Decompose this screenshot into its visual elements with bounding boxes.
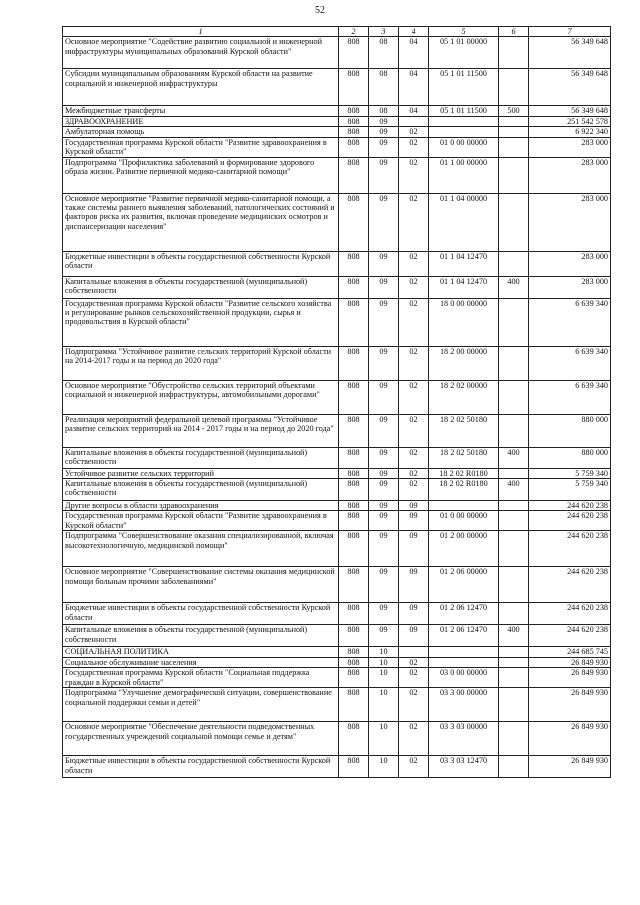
section-code-cell: 08 — [369, 69, 399, 106]
expense-type-cell — [499, 468, 529, 478]
table-row — [63, 193, 611, 251]
amount-cell: 244 620 238 — [529, 511, 611, 531]
section-code-cell: 10 — [369, 668, 399, 688]
section-code-cell: 08 — [369, 37, 399, 69]
expense-type-cell — [499, 647, 529, 657]
subsection-code-cell — [399, 116, 429, 126]
subsection-code-cell: 02 — [399, 688, 429, 722]
target-article-cell: 01 1 04 12470 — [429, 251, 499, 276]
ministry-code-cell: 808 — [339, 69, 369, 106]
column-header: 3 — [369, 27, 399, 37]
expense-type-cell — [499, 414, 529, 447]
table-row — [63, 251, 611, 276]
subsection-code-cell: 02 — [399, 298, 429, 346]
table-row — [63, 722, 611, 756]
amount-cell: 6 639 340 — [529, 380, 611, 414]
column-header: 1 — [63, 27, 339, 37]
section-code-cell: 09 — [369, 298, 399, 346]
table-row — [63, 276, 611, 298]
amount-cell: 6 639 340 — [529, 346, 611, 380]
amount-cell: 244 620 238 — [529, 603, 611, 625]
expense-type-cell — [499, 603, 529, 625]
ministry-code-cell: 808 — [339, 137, 369, 157]
expense-type-cell — [499, 37, 529, 69]
table-row — [63, 137, 611, 157]
section-code-cell: 09 — [369, 625, 399, 647]
row-name-cell: Бюджетные инвестиции в объекты государственной собственности Курской области — [63, 603, 339, 625]
target-article-cell: 01 2 06 12470 — [429, 625, 499, 647]
section-code-cell: 09 — [369, 511, 399, 531]
expense-type-cell — [499, 116, 529, 126]
ministry-code-cell: 808 — [339, 511, 369, 531]
table-row — [63, 380, 611, 414]
amount-cell: 6 922 340 — [529, 127, 611, 137]
expense-type-cell — [499, 657, 529, 667]
section-code-cell: 09 — [369, 531, 399, 567]
table-row — [63, 603, 611, 625]
subsection-code-cell: 02 — [399, 756, 429, 778]
table-row — [63, 127, 611, 137]
row-name-cell: Основное мероприятие "Содействие развитию социальной и инженерной инфраструктуры муниципальных образований Курской области" — [63, 37, 339, 69]
table-row — [63, 657, 611, 667]
subsection-code-cell: 02 — [399, 193, 429, 251]
row-name-cell: Реализация мероприятий федеральной целевой программы "Устойчивое развитие сельских территорий на 2014 - 2017 годы и на период до 2020 года" — [63, 414, 339, 447]
table-row — [63, 69, 611, 106]
expense-type-cell — [499, 193, 529, 251]
expense-type-cell: 400 — [499, 276, 529, 298]
target-article-cell: 18 2 02 00000 — [429, 380, 499, 414]
ministry-code-cell: 808 — [339, 276, 369, 298]
table-row — [63, 501, 611, 511]
expense-type-cell — [499, 688, 529, 722]
subsection-code-cell — [399, 647, 429, 657]
row-name-cell: Бюджетные инвестиции в объекты государственной собственности Курской области — [63, 251, 339, 276]
target-article-cell: 03 0 00 00000 — [429, 668, 499, 688]
row-name-cell: Подпрограмма "Устойчивое развитие сельских территорий Курской области на 2014-2017 годы и на период до 2020 года" — [63, 346, 339, 380]
row-name-cell: Государственная программа Курской области "Развитие здравоохранения в Курской области" — [63, 137, 339, 157]
expense-type-cell — [499, 157, 529, 193]
column-header: 5 — [429, 27, 499, 37]
row-name-cell: Капитальные вложения в объекты государственной (муниципальной) собственности — [63, 276, 339, 298]
subsection-code-cell: 02 — [399, 447, 429, 468]
amount-cell: 26 849 930 — [529, 756, 611, 778]
table-row — [63, 468, 611, 478]
amount-cell: 244 620 238 — [529, 501, 611, 511]
amount-cell: 880 000 — [529, 447, 611, 468]
target-article-cell: 18 0 00 00000 — [429, 298, 499, 346]
target-article-cell — [429, 657, 499, 667]
section-code-cell: 09 — [369, 447, 399, 468]
subsection-code-cell: 09 — [399, 511, 429, 531]
subsection-code-cell: 04 — [399, 37, 429, 69]
table-row — [63, 414, 611, 447]
expense-type-cell — [499, 137, 529, 157]
section-code-cell: 09 — [369, 414, 399, 447]
ministry-code-cell: 808 — [339, 106, 369, 116]
section-code-cell: 09 — [369, 567, 399, 603]
table-row — [63, 688, 611, 722]
row-name-cell: Подпрограмма "Профилактика заболеваний и формирование здорового образа жизни. Развитие первичной медико-санитарной помощи" — [63, 157, 339, 193]
ministry-code-cell: 808 — [339, 468, 369, 478]
subsection-code-cell: 02 — [399, 127, 429, 137]
row-name-cell: Государственная программа Курской области "Социальная поддержка граждан в Курской области" — [63, 668, 339, 688]
table-row — [63, 447, 611, 468]
amount-cell: 26 849 930 — [529, 668, 611, 688]
section-code-cell: 10 — [369, 722, 399, 756]
table-header-row — [63, 27, 611, 37]
amount-cell: 283 000 — [529, 157, 611, 193]
table-row — [63, 346, 611, 380]
target-article-cell: 18 2 02 R0180 — [429, 479, 499, 501]
subsection-code-cell: 02 — [399, 380, 429, 414]
section-code-cell: 09 — [369, 127, 399, 137]
ministry-code-cell: 808 — [339, 625, 369, 647]
section-code-cell: 10 — [369, 756, 399, 778]
table-row — [63, 37, 611, 69]
expense-type-cell — [499, 251, 529, 276]
row-name-cell: Бюджетные инвестиции в объекты государственной собственности Курской области — [63, 756, 339, 778]
target-article-cell: 01 2 00 00000 — [429, 531, 499, 567]
target-article-cell — [429, 127, 499, 137]
target-article-cell: 01 0 00 00000 — [429, 511, 499, 531]
ministry-code-cell: 808 — [339, 116, 369, 126]
ministry-code-cell: 808 — [339, 603, 369, 625]
row-name-cell: Государственная программа Курской области "Развитие сельского хозяйства и регулирование рынков сельскохозяйственной продукции, сырья и продовольствия в Курской области" — [63, 298, 339, 346]
section-code-cell: 09 — [369, 479, 399, 501]
row-name-cell: Межбюджетные трансферты — [63, 106, 339, 116]
subsection-code-cell: 09 — [399, 501, 429, 511]
row-name-cell: Подпрограмма "Улучшение демографической ситуации, совершенствование социальной поддержки семьи и детей" — [63, 688, 339, 722]
subsection-code-cell: 09 — [399, 567, 429, 603]
section-code-cell: 09 — [369, 346, 399, 380]
subsection-code-cell: 09 — [399, 625, 429, 647]
table-row — [63, 668, 611, 688]
section-code-cell: 08 — [369, 106, 399, 116]
target-article-cell: 01 1 04 12470 — [429, 276, 499, 298]
subsection-code-cell: 02 — [399, 157, 429, 193]
amount-cell: 283 000 — [529, 193, 611, 251]
expense-type-cell — [499, 69, 529, 106]
section-code-cell: 09 — [369, 116, 399, 126]
section-code-cell: 09 — [369, 193, 399, 251]
ministry-code-cell: 808 — [339, 298, 369, 346]
amount-cell: 6 639 340 — [529, 298, 611, 346]
subsection-code-cell: 02 — [399, 137, 429, 157]
subsection-code-cell: 02 — [399, 251, 429, 276]
table-row — [63, 479, 611, 501]
ministry-code-cell: 808 — [339, 447, 369, 468]
row-name-cell: Амбулаторная помощь — [63, 127, 339, 137]
subsection-code-cell: 09 — [399, 531, 429, 567]
target-article-cell: 03 3 03 12470 — [429, 756, 499, 778]
row-name-cell: Подпрограмма "Совершенствование оказания специализированной, включая высокотехнологичную, медицинской помощи" — [63, 531, 339, 567]
expense-type-cell — [499, 346, 529, 380]
amount-cell: 283 000 — [529, 251, 611, 276]
row-name-cell: Социальное обслуживание населения — [63, 657, 339, 667]
target-article-cell: 01 2 06 00000 — [429, 567, 499, 603]
ministry-code-cell: 808 — [339, 380, 369, 414]
ministry-code-cell: 808 — [339, 346, 369, 380]
row-name-cell: Другие вопросы в области здравоохранения — [63, 501, 339, 511]
section-code-cell: 09 — [369, 501, 399, 511]
target-article-cell: 03 3 03 00000 — [429, 722, 499, 756]
ministry-code-cell: 808 — [339, 501, 369, 511]
ministry-code-cell: 808 — [339, 668, 369, 688]
target-article-cell: 01 1 04 00000 — [429, 193, 499, 251]
table-row — [63, 756, 611, 778]
table-row — [63, 116, 611, 126]
expense-type-cell — [499, 756, 529, 778]
amount-cell: 244 620 238 — [529, 567, 611, 603]
target-article-cell — [429, 501, 499, 511]
target-article-cell: 05 1 01 11500 — [429, 69, 499, 106]
row-name-cell: Субсидии муниципальным образованиям Курской области на развитие социальной и инженерной инфраструктуры — [63, 69, 339, 106]
section-code-cell: 09 — [369, 468, 399, 478]
ministry-code-cell: 808 — [339, 531, 369, 567]
ministry-code-cell: 808 — [339, 127, 369, 137]
expense-type-cell — [499, 531, 529, 567]
target-article-cell: 03 3 00 00000 — [429, 688, 499, 722]
subsection-code-cell: 02 — [399, 468, 429, 478]
target-article-cell: 18 2 00 00000 — [429, 346, 499, 380]
row-name-cell: Основное мероприятие "Совершенствование системы оказания медицинской помощи больным прочими заболеваниями" — [63, 567, 339, 603]
section-code-cell: 10 — [369, 657, 399, 667]
subsection-code-cell: 02 — [399, 276, 429, 298]
subsection-code-cell: 09 — [399, 603, 429, 625]
budget-table — [62, 26, 611, 778]
ministry-code-cell: 808 — [339, 657, 369, 667]
amount-cell: 283 000 — [529, 137, 611, 157]
ministry-code-cell: 808 — [339, 157, 369, 193]
amount-cell: 244 685 745 — [529, 647, 611, 657]
ministry-code-cell: 808 — [339, 251, 369, 276]
row-name-cell: ЗДРАВООХРАНЕНИЕ — [63, 116, 339, 126]
target-article-cell: 18 2 02 50180 — [429, 414, 499, 447]
section-code-cell: 09 — [369, 137, 399, 157]
column-header: 6 — [499, 27, 529, 37]
subsection-code-cell: 04 — [399, 69, 429, 106]
amount-cell: 283 000 — [529, 276, 611, 298]
ministry-code-cell: 808 — [339, 688, 369, 722]
row-name-cell: СОЦИАЛЬНАЯ ПОЛИТИКА — [63, 647, 339, 657]
table-row — [63, 298, 611, 346]
table-row — [63, 625, 611, 647]
amount-cell: 5 759 340 — [529, 479, 611, 501]
column-header: 4 — [399, 27, 429, 37]
expense-type-cell — [499, 501, 529, 511]
target-article-cell: 05 1 01 11500 — [429, 106, 499, 116]
subsection-code-cell: 04 — [399, 106, 429, 116]
ministry-code-cell: 808 — [339, 756, 369, 778]
amount-cell: 56 349 648 — [529, 37, 611, 69]
subsection-code-cell: 02 — [399, 657, 429, 667]
amount-cell: 244 620 238 — [529, 625, 611, 647]
target-article-cell — [429, 116, 499, 126]
target-article-cell: 05 1 01 00000 — [429, 37, 499, 69]
row-name-cell: Капитальные вложения в объекты государственной (муниципальной) собственности — [63, 479, 339, 501]
subsection-code-cell: 02 — [399, 668, 429, 688]
target-article-cell: 18 2 02 R0180 — [429, 468, 499, 478]
amount-cell: 5 759 340 — [529, 468, 611, 478]
row-name-cell: Основное мероприятие "Развитие первичной медико-санитарной помощи, а также системы раннего выявления заболеваний, патологических состояний и факторов риска их развития, включая проведение медицинских осмотров и диспансеризации населения" — [63, 193, 339, 251]
amount-cell: 26 849 930 — [529, 688, 611, 722]
section-code-cell: 09 — [369, 380, 399, 414]
amount-cell: 26 849 930 — [529, 657, 611, 667]
target-article-cell: 01 1 00 00000 — [429, 157, 499, 193]
amount-cell: 880 000 — [529, 414, 611, 447]
expense-type-cell: 400 — [499, 625, 529, 647]
expense-type-cell — [499, 511, 529, 531]
table-row — [63, 567, 611, 603]
row-name-cell: Основное мероприятие "Обеспечение деятельности подведомственных государственных учреждений социальной помощи семье и детям" — [63, 722, 339, 756]
column-header: 2 — [339, 27, 369, 37]
expense-type-cell — [499, 298, 529, 346]
subsection-code-cell: 02 — [399, 479, 429, 501]
table-row — [63, 106, 611, 116]
row-name-cell: Капитальные вложения в объекты государственной (муниципальной) собственности — [63, 625, 339, 647]
target-article-cell: 01 0 00 00000 — [429, 137, 499, 157]
amount-cell: 244 620 238 — [529, 531, 611, 567]
expense-type-cell — [499, 668, 529, 688]
section-code-cell: 09 — [369, 251, 399, 276]
row-name-cell: Устойчивое развитие сельских территорий — [63, 468, 339, 478]
subsection-code-cell: 02 — [399, 414, 429, 447]
ministry-code-cell: 808 — [339, 647, 369, 657]
column-header: 7 — [529, 27, 611, 37]
ministry-code-cell: 808 — [339, 193, 369, 251]
expense-type-cell — [499, 127, 529, 137]
amount-cell: 56 349 648 — [529, 69, 611, 106]
ministry-code-cell: 808 — [339, 722, 369, 756]
target-article-cell: 18 2 02 50180 — [429, 447, 499, 468]
table-row — [63, 511, 611, 531]
amount-cell: 251 542 578 — [529, 116, 611, 126]
target-article-cell: 01 2 06 12470 — [429, 603, 499, 625]
row-name-cell: Основное мероприятие "Обустройство сельских территорий объектами социальной и инженерной инфраструктуры, автомобильными дорогами" — [63, 380, 339, 414]
expense-type-cell: 500 — [499, 106, 529, 116]
table-row — [63, 647, 611, 657]
section-code-cell: 09 — [369, 157, 399, 193]
expense-type-cell: 400 — [499, 447, 529, 468]
section-code-cell: 09 — [369, 603, 399, 625]
table-row — [63, 531, 611, 567]
amount-cell: 26 849 930 — [529, 722, 611, 756]
table-row — [63, 157, 611, 193]
ministry-code-cell: 808 — [339, 567, 369, 603]
row-name-cell: Капитальные вложения в объекты государственной (муниципальной) собственности — [63, 447, 339, 468]
section-code-cell: 10 — [369, 688, 399, 722]
target-article-cell — [429, 647, 499, 657]
subsection-code-cell: 02 — [399, 722, 429, 756]
amount-cell: 56 349 648 — [529, 106, 611, 116]
subsection-code-cell: 02 — [399, 346, 429, 380]
row-name-cell: Государственная программа Курской области "Развитие здравоохранения в Курской области" — [63, 511, 339, 531]
ministry-code-cell: 808 — [339, 414, 369, 447]
expense-type-cell: 400 — [499, 479, 529, 501]
section-code-cell: 10 — [369, 647, 399, 657]
page-number: 52 — [315, 5, 325, 16]
expense-type-cell — [499, 380, 529, 414]
expense-type-cell — [499, 567, 529, 603]
expense-type-cell — [499, 722, 529, 756]
section-code-cell: 09 — [369, 276, 399, 298]
ministry-code-cell: 808 — [339, 37, 369, 69]
ministry-code-cell: 808 — [339, 479, 369, 501]
